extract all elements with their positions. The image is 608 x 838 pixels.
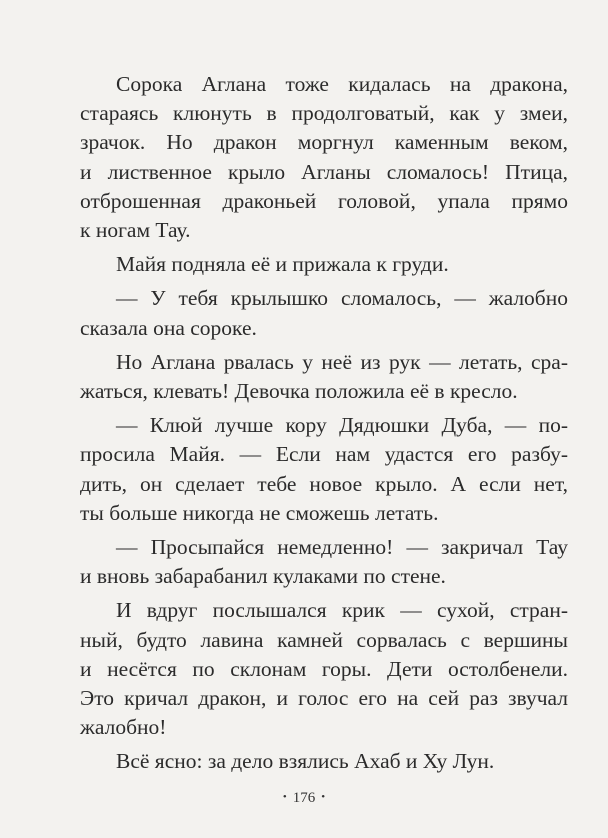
text-line: Всё ясно: за дело взялись Ахаб и Ху Лун. <box>116 749 495 774</box>
text-line: ный, будто лавина камней сорвалась с вершины <box>80 627 568 652</box>
paragraph <box>80 747 568 776</box>
text-line: к ногам Тау. <box>80 218 191 243</box>
paragraph <box>80 533 568 591</box>
paragraph <box>80 411 568 528</box>
text-line: — У тебя крылышко сломалось, — жалобно <box>116 286 568 311</box>
text-line: Майя подняла её и прижала к груди. <box>116 252 449 277</box>
text-line: Сорока Аглана тоже кидалась на дракона, <box>116 72 568 96</box>
paragraph <box>80 250 568 279</box>
text-line: зрачок. Но дракон моргнул каменным веком, <box>80 130 568 155</box>
paragraph <box>80 596 568 742</box>
page-footer <box>0 790 608 807</box>
text-line: И вдруг послышался крик — сухой, стран- <box>116 598 568 623</box>
ornament-bullet-icon: • <box>321 791 326 803</box>
text-line: жаться, клевать! Девочка положила её в кресло. <box>80 379 518 404</box>
text-line: и лиственное крыло Агланы сломалось! Птица, <box>80 159 568 184</box>
body-text <box>80 70 568 777</box>
paragraph <box>80 348 568 406</box>
page-number: 176 <box>292 790 316 806</box>
text-line: — Клюй лучше кору Дядюшки Дуба, — по- <box>116 413 568 438</box>
text-line: — Просыпайся немедленно! — закричал Тау <box>116 535 568 560</box>
text-line: Это кричал дракон, и голос его на сей раз звучал <box>80 686 568 711</box>
text-line: отброшенная драконьей головой, упала прямо <box>80 188 568 213</box>
text-line: и вновь забарабанил кулаками по стене. <box>80 564 446 589</box>
text-line: Но Аглана рвалась у неё из рук — летать, сра- <box>116 349 568 374</box>
text-line: и несётся по склонам горы. Дети остолбенели. <box>80 656 568 681</box>
ornament-bullet-icon: • <box>282 791 287 803</box>
text-line: просила Майя. — Если нам удастся его разбу- <box>80 442 568 467</box>
paragraph <box>80 70 568 245</box>
text-line: стараясь клюнуть в продолговатый, как у змеи, <box>80 101 568 126</box>
text-line: дить, он сделает тебе новое крыло. А если нет, <box>80 471 568 496</box>
text-line: ты больше никогда не сможешь летать. <box>80 500 439 525</box>
text-line: сказала она сороке. <box>80 315 257 340</box>
text-line: жалобно! <box>80 715 167 740</box>
paragraph <box>80 284 568 342</box>
